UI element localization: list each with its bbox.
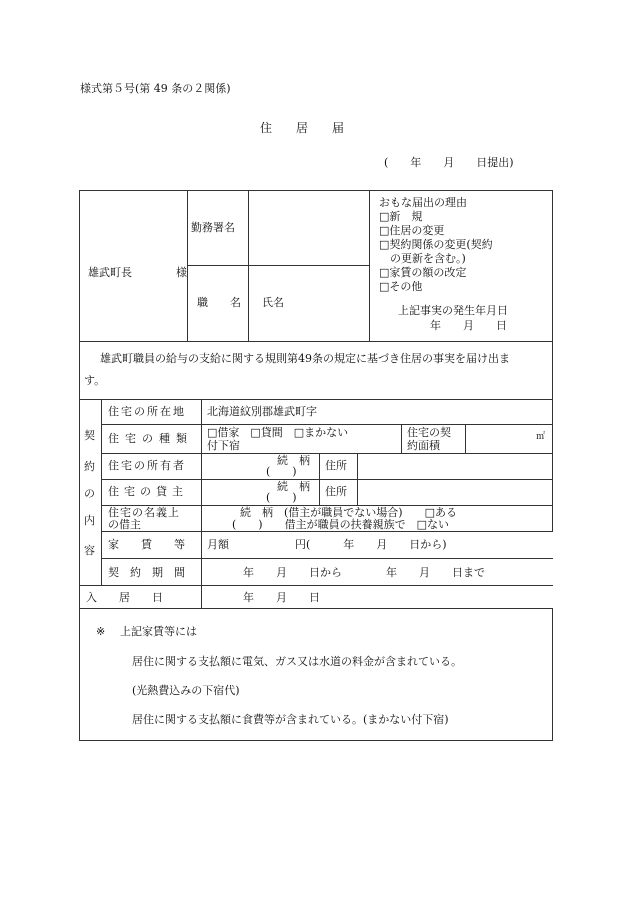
statement-line-2: す。 [84, 374, 106, 387]
contract-side-char: 容 [84, 544, 95, 557]
type-options-cont: 付下宿 [207, 439, 240, 452]
area-unit: ㎡ [536, 432, 546, 442]
occurrence-date[interactable]: 年 月 日 [430, 319, 507, 332]
nominal-borrower-options[interactable]: 続 柄 (借主が職員でない場合) □ある [240, 506, 457, 519]
page-title: 住 居 届 [260, 121, 345, 135]
lender-relation-field[interactable]: ( ) [266, 491, 297, 504]
addressee: 雄武町長 様 [88, 266, 187, 279]
address-label: 住宅の所在地 [108, 405, 186, 418]
reason-title: おもな届出の理由 [379, 196, 467, 209]
note-item-utilities: 居住に関する支払額に電気、ガス又は水道の料金が含まれている。 [132, 655, 462, 668]
move-in-date[interactable]: 年 月 日 [243, 591, 320, 604]
name-label: 氏名 [262, 296, 284, 309]
contract-side-char: の [84, 487, 95, 500]
statement-line-1: 雄武町職員の給与の支給に関する規則第49条の規定に基づき住居の事実を届け出ま [100, 352, 510, 365]
reason-new-checkbox[interactable]: □新 規 [379, 210, 423, 223]
rent-label: 家 賃 等 [108, 538, 185, 551]
note-item-meals: 居住に関する支払額に食費等が含まれている。(まかない付下宿) [132, 713, 449, 726]
lender-address-label: 住所 [325, 485, 347, 498]
nominal-borrower-options-cont[interactable]: ( ) 借主が職員の扶養親族で □ない [232, 518, 449, 531]
reason-residence-change-checkbox[interactable]: □住居の変更 [379, 224, 445, 237]
note-title: 上記家賃等には [120, 625, 197, 638]
nominal-borrower-label: 住宅の名義上 [108, 506, 180, 519]
reason-rent-revision-checkbox[interactable]: □家賃の額の改定 [379, 266, 467, 279]
workplace-label: 勤務署名 [191, 221, 235, 234]
reason-other-checkbox[interactable]: □その他 [379, 280, 423, 293]
reason-contract-change-checkbox[interactable]: □契約関係の変更(契約 [379, 238, 493, 251]
reason-block [379, 196, 493, 294]
owner-relation-field[interactable]: ( ) [266, 465, 297, 478]
lender-label: 住宅の貸主 [108, 485, 188, 498]
rent-value[interactable]: 月額 円( 年 月 日から) [207, 538, 447, 551]
note-item-utilities-sub: (光熱費込みの下宿代) [132, 684, 240, 697]
type-label: 住宅の種類 [108, 432, 193, 445]
contract-side-char: 契 [84, 429, 95, 442]
contract-side-char: 内 [84, 514, 95, 527]
contract-side-char: 約 [84, 460, 95, 473]
area-label: 住宅の契 [407, 426, 451, 439]
reason-contract-change-note: の更新を含む。) [379, 252, 466, 265]
note-mark: ※ [96, 625, 106, 638]
submission-date: ( 年 月 日提出) [384, 156, 514, 169]
owner-label: 住宅の所有者 [108, 459, 186, 472]
period-label: 契 約 期 間 [108, 566, 185, 579]
nominal-borrower-label-cont: の借主 [108, 518, 141, 531]
area-label-cont: 約面積 [407, 439, 440, 452]
move-in-label: 入 居 日 [86, 591, 163, 604]
lender-relation: 続 柄 [277, 480, 310, 493]
period-value[interactable]: 年 月 日から 年 月 日まで [243, 566, 485, 579]
form-number: 様式第５号(第 49 条の２関係) [80, 82, 231, 95]
type-options[interactable]: □借家 □貸間 □まかない [207, 426, 349, 439]
address-value[interactable]: 北海道紋別郡雄武町字 [207, 405, 317, 418]
occurrence-label: 上記事実の発生年月日 [398, 304, 508, 317]
position-label: 職 名 [197, 296, 241, 309]
owner-relation: 続 柄 [277, 454, 310, 467]
owner-address-label: 住所 [325, 459, 347, 472]
